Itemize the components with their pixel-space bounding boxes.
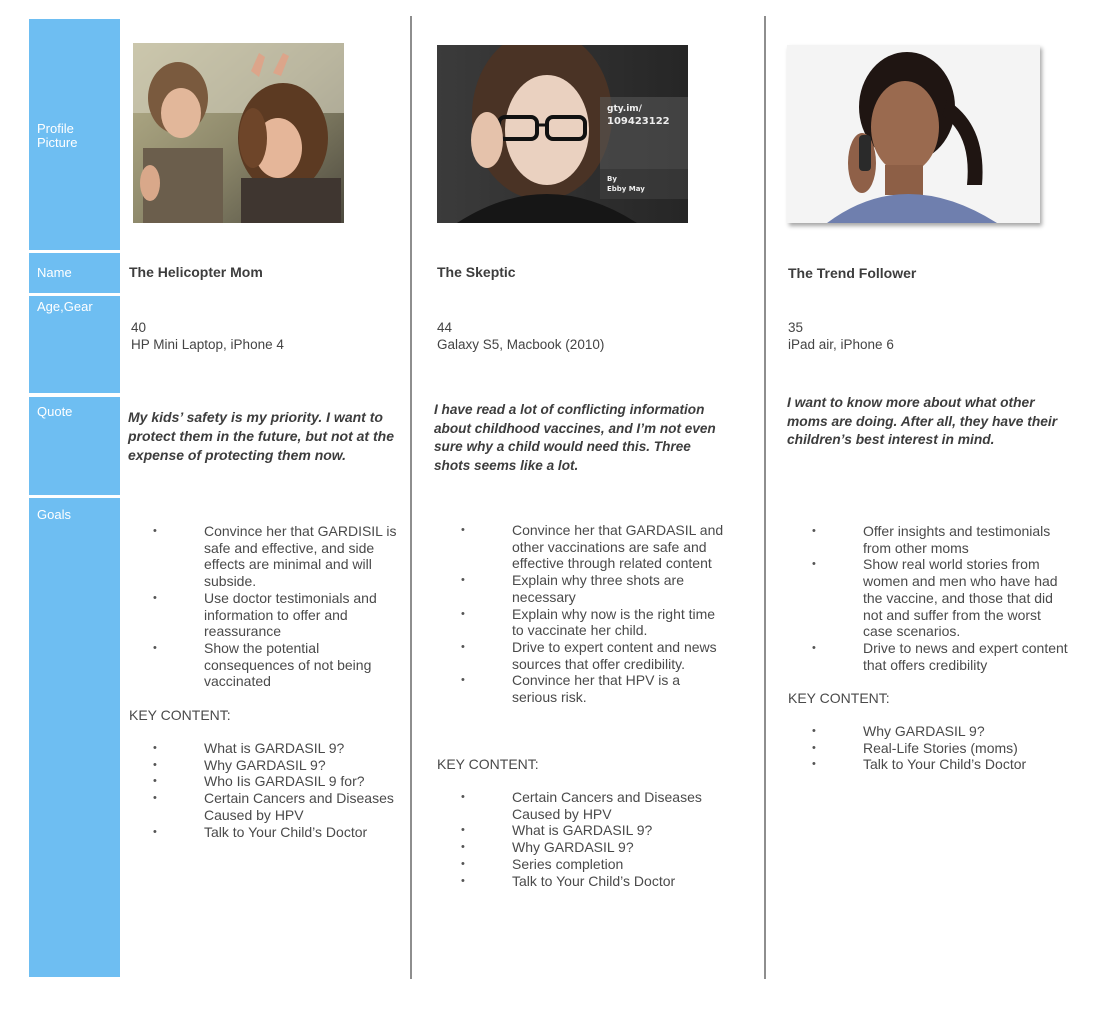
label-age-gear: Age,Gear [37, 299, 93, 314]
bullet-icon: • [153, 825, 157, 838]
profile-photo-skeptic [437, 45, 688, 223]
bullet-icon: • [461, 640, 465, 653]
profile-photo-helicopter-mom [133, 43, 344, 223]
profile-photo-trend-follower [787, 45, 1040, 223]
goals-list [129, 523, 401, 690]
bullet-icon: • [461, 874, 465, 887]
label-goals: Goals [37, 507, 71, 522]
list-item: • What is GARDASIL 9? [461, 822, 653, 839]
list-item: • Why GARDASIL 9? [461, 839, 634, 856]
list-item: • Convince her that HPV is a serious risk. [461, 672, 681, 706]
list-item: • Talk to Your Child’s Doctor [461, 872, 676, 889]
bullet-icon: • [461, 607, 465, 620]
persona-quote: My kids’ safety is my priority. I want to protect them in the future, but not at the expense of protecting them now. [128, 409, 394, 463]
persona-name: The Trend Follower [788, 265, 917, 281]
key-content-list [437, 789, 727, 889]
bullet-icon: • [812, 558, 816, 571]
list-item: • Talk to Your Child’s Doctor [153, 823, 368, 840]
persona-quote: I have read a lot of conflicting information about childhood vaccines, and I’m not even sure why a child would need this. Three shots seems like a lot. [434, 402, 716, 474]
list-item: • What is GARDASIL 9? [153, 740, 345, 756]
label-name-block [29, 253, 120, 293]
watermark-url: gty.im/ [607, 104, 642, 114]
bullet-icon: • [812, 725, 816, 737]
bullet-icon: • [461, 674, 465, 687]
persona-name: The Helicopter Mom [129, 264, 263, 280]
persona-age: 35 [788, 320, 804, 335]
watermark-id: 109423122 [607, 116, 670, 127]
list-item: • Use doctor testimonials and information to offer and reassurance [153, 589, 377, 640]
bullet-icon: • [153, 758, 157, 771]
persona-quote: I want to know more about what other moms are doing. After all, they have their children’s best interest in mind. [787, 395, 1058, 448]
list-item: • Talk to Your Child’s Doctor [812, 756, 1027, 773]
list-item: • Show real world stories from women and men who have had the vaccine, and those that did not and suffer from the worst case scenarios. [812, 556, 1058, 640]
label-quote: Quote [37, 404, 73, 419]
bullet-icon: • [461, 574, 465, 587]
label-quote-block [29, 397, 120, 495]
list-item: • Drive to expert content and news sources that offer credibility. [461, 638, 717, 672]
goals-list [788, 523, 1073, 673]
label-profile-picture: Profile Picture [37, 121, 78, 150]
persona-gear: Galaxy S5, Macbook (2010) [437, 337, 605, 352]
persona-age-gear [437, 319, 604, 353]
bullet-icon: • [461, 857, 465, 870]
list-item: • Offer insights and testimonials from other moms [812, 523, 1051, 556]
bullet-icon: • [153, 792, 157, 805]
list-item: • Real-Life Stories (moms) [812, 739, 1018, 756]
label-age-gear-block [29, 296, 120, 393]
key-content-label: KEY CONTENT: [129, 707, 231, 723]
bullet-icon: • [153, 775, 157, 788]
bullet-icon: • [812, 525, 816, 537]
bullet-icon: • [153, 525, 157, 537]
persona-age: 44 [437, 320, 453, 335]
watermark-author: Ebby May [607, 185, 645, 193]
bullet-icon: • [153, 742, 157, 754]
column-divider [764, 16, 766, 979]
column-divider [410, 16, 412, 979]
bullet-icon: • [461, 841, 465, 854]
persona-age-gear [131, 319, 284, 353]
persona-age-gear [788, 319, 894, 353]
list-item: • Who Iis GARDASIL 9 for? [153, 773, 365, 790]
list-item: • Explain why three shots are necessary [461, 572, 684, 605]
list-item: • Explain why now is the right time to vaccinate her child. [461, 605, 716, 639]
list-item: • Why GARDASIL 9? [812, 723, 985, 739]
bullet-icon: • [812, 741, 816, 754]
list-item: • Certain Cancers and Diseases Caused by HPV [461, 789, 702, 822]
persona-age: 40 [131, 320, 147, 335]
bullet-icon: • [461, 824, 465, 837]
key-content-list [788, 723, 1073, 773]
list-item: • Convince her that GARDISIL is safe and effective, and side effects are minimal and will subside. [153, 523, 397, 590]
persona-name: The Skeptic [437, 264, 516, 280]
label-profile-picture-block [29, 19, 120, 250]
key-content-list [129, 740, 401, 840]
bullet-icon: • [153, 591, 157, 604]
goals-list [437, 522, 727, 706]
persona-gear: HP Mini Laptop, iPhone 4 [131, 337, 284, 352]
bullet-icon: • [153, 641, 157, 654]
bullet-icon: • [461, 524, 465, 536]
list-item: • Certain Cancers and Diseases Caused by HPV [153, 790, 394, 823]
list-item: • Why GARDASIL 9? [153, 756, 326, 773]
list-item: • Series completion [461, 855, 624, 872]
watermark-by: By [607, 175, 617, 183]
persona-gear: iPad air, iPhone 6 [788, 337, 894, 352]
bullet-icon: • [812, 641, 816, 654]
label-name: Name [37, 265, 72, 280]
label-goals-block [29, 498, 120, 977]
key-content-label: KEY CONTENT: [437, 756, 539, 772]
list-item: • Show the potential consequences of not being vaccinated [153, 639, 372, 690]
list-item: • Drive to news and expert content that offers credibility [812, 639, 1068, 673]
bullet-icon: • [812, 758, 816, 771]
key-content-label: KEY CONTENT: [788, 690, 890, 706]
bullet-icon: • [461, 791, 465, 803]
list-item: • Convince her that GARDASIL and other vaccinations are safe and effective through related content [461, 522, 724, 572]
